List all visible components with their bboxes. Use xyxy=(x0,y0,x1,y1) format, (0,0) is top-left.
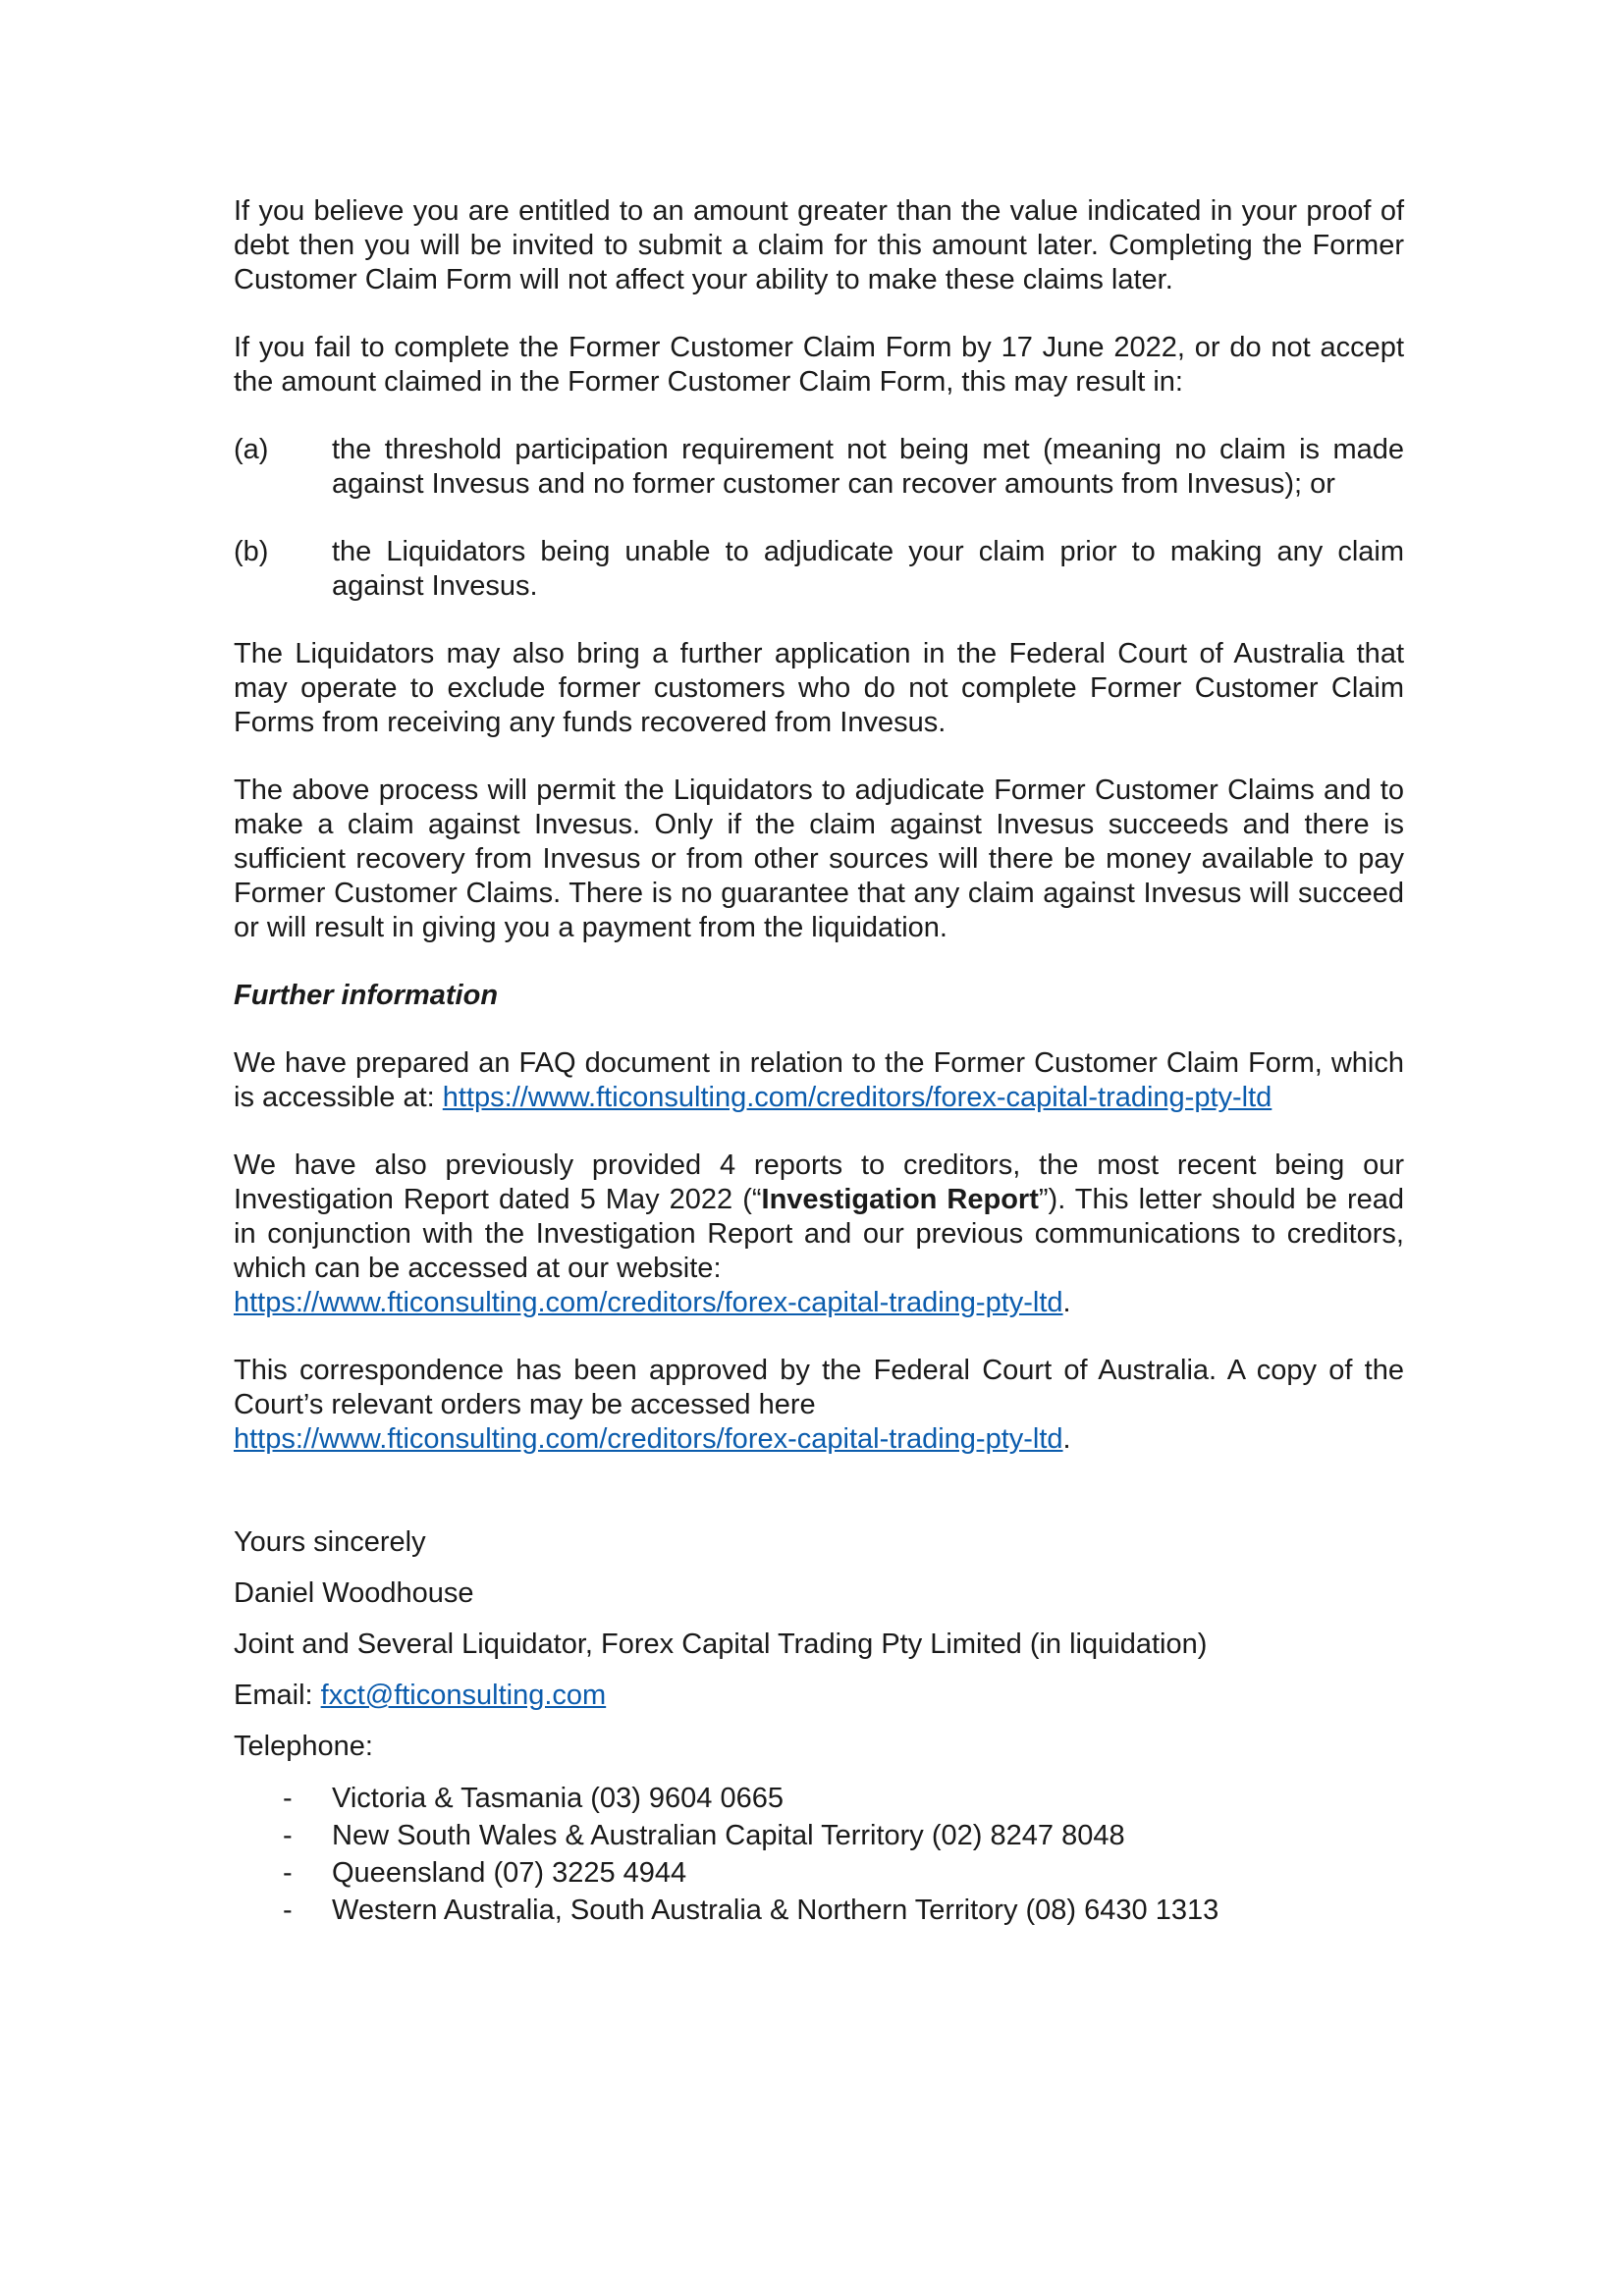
paragraph-reports xyxy=(234,1148,1404,1320)
paragraph-greater-amount: If you believe you are entitled to an amount greater than the value indicated in your proof of debt then you will be invited to submit a claim for this amount later. Completing the Former Customer Claim Form will not affect your ability to make these claims later. xyxy=(234,195,1404,295)
bullet-dash: - xyxy=(283,1895,293,1926)
court-link[interactable]: https://www.fticonsulting.com/creditors/forex-capital-trading-pty-ltd xyxy=(234,1423,1063,1455)
signer-name: Daniel Woodhouse xyxy=(234,1577,474,1609)
list-label-a: (a) xyxy=(234,434,269,465)
phone-list xyxy=(234,1782,1404,1931)
bullet-dash: - xyxy=(283,1857,293,1889)
phone-text: Victoria & Tasmania (03) 9604 0665 xyxy=(332,1783,784,1814)
faq-text: We have prepared an FAQ document in relation to the Former Customer Claim Form, which is accessible at: xyxy=(234,1047,1404,1113)
phone-item xyxy=(234,1819,1404,1856)
paragraph-faq xyxy=(234,1046,1404,1115)
phone-text: Western Australia, South Australia & Northern Territory (08) 6430 1313 xyxy=(332,1895,1219,1926)
telephone-label: Telephone: xyxy=(234,1731,373,1762)
paragraph-process: The above process will permit the Liquidators to adjudicate Former Customer Claims and to make a claim against Invesus. Only if the claim against Invesus succeeds and there is sufficient recovery from Invesus or from other sources will there be money available to pay Former Customer Claims. There is no guarantee that any claim against Invesus will succeed or will result in giving you a payment from the liquidation. xyxy=(234,774,1404,943)
bullet-dash: - xyxy=(283,1820,293,1851)
list-item-b xyxy=(234,535,1404,604)
paragraph-court xyxy=(234,1354,1404,1457)
paragraph-further-application: The Liquidators may also bring a further application in the Federal Court of Australia that may operate to exclude former customers who do not complete Former Customer Claim Forms from receiving any funds recovered from Invesus. xyxy=(234,638,1404,738)
phone-text: Queensland (07) 3225 4944 xyxy=(332,1857,687,1889)
bullet-dash: - xyxy=(283,1783,293,1814)
phone-text: New South Wales & Australian Capital Territory (02) 8247 8048 xyxy=(332,1820,1125,1851)
phone-item xyxy=(234,1856,1404,1894)
signature-block xyxy=(234,1525,1404,1931)
email-link[interactable]: fxct@fticonsulting.com xyxy=(320,1680,607,1711)
list-item-a xyxy=(234,433,1404,502)
paragraph-fail-to-complete: If you fail to complete the Former Customer Claim Form by 17 June 2022, or do not accept the amount claimed in the Former Customer Claim Form, this may result in: xyxy=(234,332,1404,398)
phone-item xyxy=(234,1894,1404,1931)
reports-tail: . xyxy=(1062,1287,1071,1318)
email-line xyxy=(234,1679,1404,1713)
reports-link[interactable]: https://www.fticonsulting.com/creditors/forex-capital-trading-pty-ltd xyxy=(234,1287,1063,1318)
further-information-heading: Further information xyxy=(234,980,499,1011)
phone-item xyxy=(234,1782,1404,1819)
letter-page xyxy=(234,194,1404,1931)
reports-text-2: ”). This letter should be read in conjunction with the Investigation Report and our previous communications to creditors, which can be accessed at our website: xyxy=(234,1184,1405,1284)
list-text-b: the Liquidators being unable to adjudicate your claim prior to making any claim against Invesus. xyxy=(332,536,1404,602)
list-label-b: (b) xyxy=(234,536,269,567)
court-text: This correspondence has been approved by the Federal Court of Australia. A copy of the Court’s relevant orders may be accessed here xyxy=(234,1355,1404,1420)
email-label: Email: xyxy=(234,1680,321,1711)
reports-bold-term: Investigation Report xyxy=(761,1184,1039,1215)
signer-title: Joint and Several Liquidator, Forex Capital Trading Pty Limited (in liquidation) xyxy=(234,1629,1208,1660)
reports-text-1: We have also previously provided 4 reports to creditors, the most recent being our Investigation Report dated 5 May 2022 (“ xyxy=(234,1149,1404,1215)
court-tail: . xyxy=(1062,1423,1071,1455)
list-text-a: the threshold participation requirement not being met (meaning no claim is made against Invesus and no former customer can recover amounts from Invesus); or xyxy=(332,434,1404,500)
closing: Yours sincerely xyxy=(234,1526,426,1558)
faq-link[interactable]: https://www.fticonsulting.com/creditors/forex-capital-trading-pty-ltd xyxy=(442,1082,1272,1113)
